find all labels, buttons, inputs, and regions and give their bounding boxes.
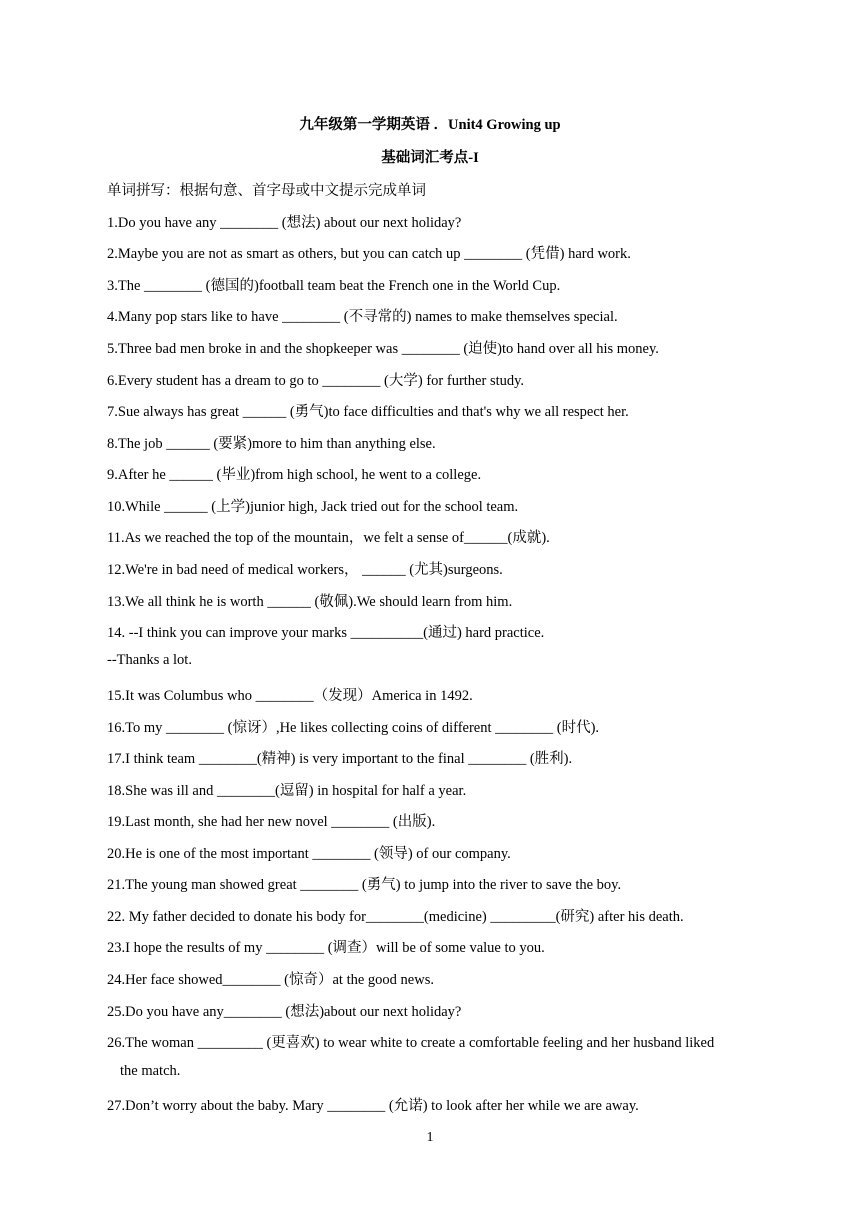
exercise-line: 4.Many pop stars like to have ________ (不寻常的) names to make themselves special. [107, 309, 618, 325]
exercise-line: 3.The ________ (德国的)football team beat the French one in the World Cup. [107, 278, 561, 294]
exercise-line: 5.Three bad men broke in and the shopkeeper was ________ (迫使)to hand over all his money. [107, 341, 659, 357]
exercise-line: 10.While ______ (上学)junior high, Jack tried out for the school team. [107, 499, 519, 515]
exercise-line: 6.Every student has a dream to go to ________ (大学) for further study. [107, 373, 525, 389]
exercise-line: 7.Sue always has great ______ (勇气)to face difficulties and that's why we all respect her. [107, 404, 629, 420]
exercise-line: 13.We all think he is worth ______ (敬佩).We should learn from him. [107, 594, 513, 610]
exercise-line: 22. My father decided to donate his body for________(medicine) _________(研究) after his death. [107, 909, 684, 925]
exercise-line: 8.The job ______ (要紧)more to him than anything else. [107, 436, 436, 452]
exercise-line: 11.As we reached the top of the mountain，we felt a sense of______(成就). [107, 530, 550, 546]
exercise-line: 9.After he ______ (毕业)from high school, he went to a college. [107, 467, 482, 483]
page-number: 1 [426, 1130, 434, 1145]
exercise-line: 21.The young man showed great ________ (勇气) to jump into the river to save the boy. [107, 877, 622, 893]
exercise-line: 1.Do you have any ________ (想法) about our next holiday? [107, 215, 462, 231]
exercise-line: 14. --I think you can improve your marks __________(通过) hard practice. [107, 625, 545, 641]
instructions: 单词拼写：根据句意、首字母或中文提示完成单词 [107, 183, 426, 199]
exercise-line: 24.Her face showed________ (惊奇）at the good news. [107, 972, 434, 988]
exercise-line: the match. [120, 1063, 181, 1079]
exercise-line: --Thanks a lot. [107, 652, 192, 668]
exercise-line: 15.It was Columbus who ________（发现）America in 1492. [107, 688, 473, 704]
exercise-line: 2.Maybe you are not as smart as others, but you can catch up ________ (凭借) hard work. [107, 246, 631, 262]
document-subtitle: 基础词汇考点-I [381, 150, 479, 166]
document-title: 九年级第一学期英语 ．Unit4 Growing up [299, 117, 561, 133]
exercise-line: 26.The woman _________ (更喜欢) to wear white to create a comfortable feeling and her husband liked [107, 1035, 715, 1051]
exercise-line: 18.She was ill and ________(逗留) in hospital for half a year. [107, 783, 467, 799]
exercise-line: 16.To my ________ (惊讶）,He likes collecting coins of different ________ (时代). [107, 720, 600, 736]
exercise-line: 12.We're in bad need of medical workers， ______ (尤其)surgeons. [107, 562, 503, 578]
exercise-line: 25.Do you have any________ (想法)about our next holiday? [107, 1004, 462, 1020]
exercise-line: 19.Last month, she had her new novel ________ (出版). [107, 814, 436, 830]
exercise-line: 23.I hope the results of my ________ (调查）will be of some value to you. [107, 940, 545, 956]
exercise-line: 20.He is one of the most important ________ (领导) of our company. [107, 846, 511, 862]
exercise-line: 17.I think team ________(精神) is very important to the final ________ (胜利). [107, 751, 573, 767]
exercise-line: 27.Don’t worry about the baby. Mary ________ (允诺) to look after her while we are away. [107, 1098, 639, 1114]
